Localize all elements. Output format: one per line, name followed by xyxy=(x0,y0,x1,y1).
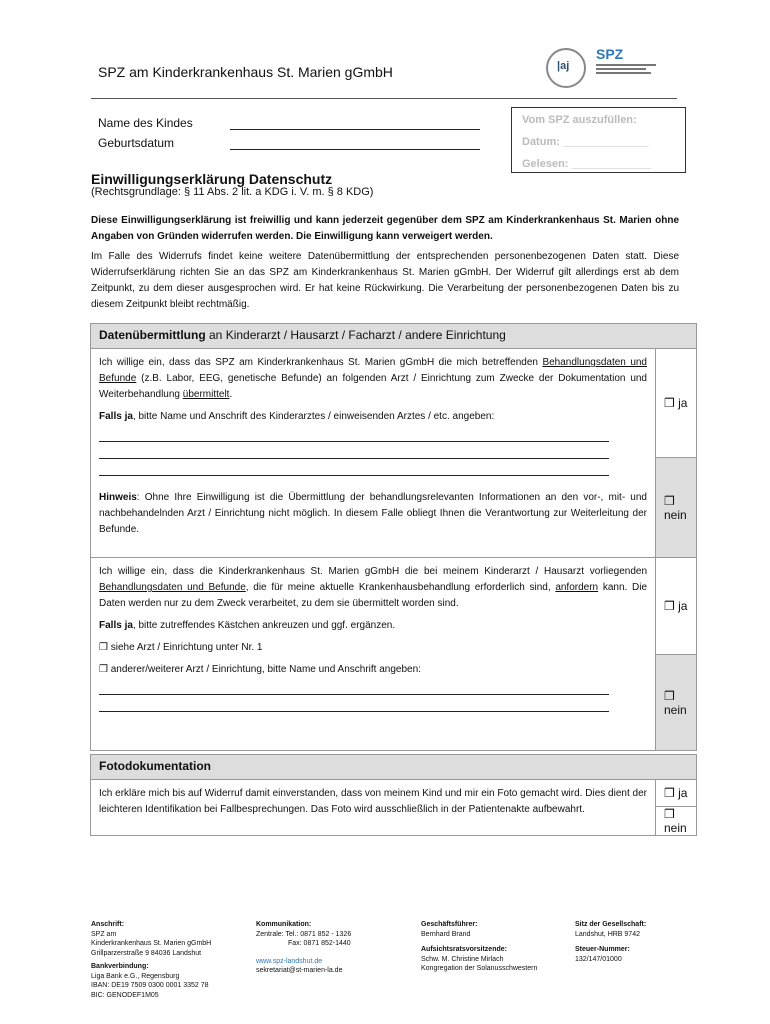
request-consent-text: Ich willige ein, dass die Kinderkrankenhaus St. Marien gGmbH die bei meinem Kinderarzt / Hausarzt vorliegenden Behandlungsdaten und Befunde, die für meine aktuelle Krankenhausbehandlung erforderlich sind, anfordern kann. Die Daten werden nur zu dem Zweck verarbeitet, zu dem sie übermittelt worden sind. Falls ja, bitte zutreffendes Kästchen ankreuzen und ggf. ergänzen. ❒ siehe Arzt / Einrichtung unter Nr. 1 ❒ anderer/weiterer Arzt / Einrichtung, bitte Name und Anschrift angeben: xyxy=(91,558,656,751)
spz-box-heading: Vom SPZ auszufüllen: xyxy=(522,114,637,126)
transfer-yes-checkbox[interactable]: ❒ ja xyxy=(656,349,697,458)
request-no-checkbox[interactable]: ❒ nein xyxy=(656,655,697,751)
photo-no-checkbox[interactable]: ❒ nein xyxy=(656,807,697,836)
spz-office-box xyxy=(511,107,686,173)
spz-logo xyxy=(596,46,672,90)
address-line-3[interactable] xyxy=(99,475,609,476)
other-address-line-1[interactable] xyxy=(99,694,609,695)
option-other-doctor[interactable]: ❒ anderer/weiterer Arzt / Einrichtung, bitte Name und Anschrift angeben: xyxy=(99,664,421,675)
intro-text: Im Falle des Widerrufs findet keine weitere Datenübermittlung der entsprechenden personenbezogenen Daten statt. Diese Widerrufserklärung richten Sie an das SPZ am Kinderkrankenhaus St. Marien gGmbH. Der Widerruf gilt allerdings erst ab dem Zeitpunkt, zu dem dieser ausgesprochen wird. Er hat keine Rückwirkung. Die Verarbeitung der personenbezogenen Daten bis zu diesem Zeitpunkt bleibt rechtmäßig. xyxy=(91,251,679,310)
birthdate-label: Geburtsdatum xyxy=(98,136,175,150)
email-link[interactable]: sekretariat@st-marien-la.de xyxy=(256,967,343,974)
photo-section xyxy=(90,754,697,836)
transfer-no-checkbox[interactable]: ❒ nein xyxy=(656,458,697,558)
photo-consent-text: Ich erkläre mich bis auf Widerruf damit einverstanden, dass von meinem Kind und mir ein Foto gemacht wird. Dies dient der leichteren Identifikation bei Fallbesprechungen. Das Foto wird ausschließlich in der Patientenakte aufbewahrt. xyxy=(91,780,656,836)
intro-bold: Diese Einwilligungserklärung ist freiwillig und kann jederzeit gegenüber dem SPZ am Kinderkrankenhaus St. Marien ohne Angaben von Gründen widerrufen werden. Die Einwilligung kann verweigert werden. xyxy=(91,215,679,242)
transfer-section-header: Datenübermittlung an Kinderarzt / Hausarzt / Facharzt / andere Einrichtung xyxy=(91,324,697,349)
organization-name: SPZ am Kinderkrankenhaus St. Marien gGmbH xyxy=(98,64,393,80)
birthdate-line[interactable] xyxy=(230,149,480,150)
transfer-section xyxy=(90,323,697,751)
request-yes-checkbox[interactable]: ❒ ja xyxy=(656,558,697,655)
footer-management: Geschäftsführer: Bernhard Brand Aufsichtsratsvorsitzende: Schw. M. Christine Mirlach Kongregation der Solanusschwestern xyxy=(421,921,538,972)
other-address-line-2[interactable] xyxy=(99,711,609,712)
footer-address: Anschrift: SPZ am Kinderkrankenhaus St. Marien gGmbH Grillparzerstraße 9 84036 Landshut Bankverbindung: Liga Bank e.G., Regensburg IBAN: DE19 7509 0300 0001 3352 78 BIC: GENODEF1M05 xyxy=(91,921,212,999)
option-see-above[interactable]: ❒ siehe Arzt / Einrichtung unter Nr. 1 xyxy=(99,642,263,653)
spz-box-read: Gelesen: _____________ xyxy=(522,158,652,170)
spz-logo-text: SPZ xyxy=(596,46,624,62)
document-title: Einwilligungserklärung Datenschutz xyxy=(91,171,333,187)
transfer-consent-text: Ich willige ein, dass das SPZ am Kinderkrankenhaus St. Marien gGmbH die mich betreffenden Behandlungsdaten und Befunde (z.B. Labor, EEG, genetische Befunde) an folgenden Arzt / Einrichtung zum Zwecke der Dokumentation und Weiterbehandlung übermittelt. Falls ja, bitte Name und Anschrift des Kinderarztes / einweisenden Arztes / etc. angeben: Hinweis: Ohne Ihre Einwilligung ist die Übermittlung der behandlungsrelevanten Informationen an den vor-, mit- und nachbehandelnden Arzt / Einrichtung nicht möglich. In diesem Falle obliegt Ihnen die Verantwortung zur Weiterleitung der Befunde. xyxy=(91,349,656,558)
spz-box-date: Datum: ______________ xyxy=(522,136,649,148)
legal-basis: (Rechtsgrundlage: § 11 Abs. 2 lit. a KDG i. V. m. § 8 KDG) xyxy=(91,186,374,198)
footer-communication: Kommunikation: Zentrale: Tel.: 0871 852 - 1326 Fax: 0871 852-1440 www.spz-landshut.de sekretariat@st-marien-la.de xyxy=(256,921,352,974)
photo-section-header: Fotodokumentation xyxy=(91,755,697,780)
website-link[interactable]: www.spz-landshut.de xyxy=(256,957,323,965)
child-name-label: Name des Kindes xyxy=(98,116,193,130)
address-line-2[interactable] xyxy=(99,458,609,459)
photo-yes-checkbox[interactable]: ❒ ja xyxy=(656,780,697,807)
hospital-logo: |aj xyxy=(546,48,586,88)
address-line-1[interactable] xyxy=(99,441,609,442)
header-divider xyxy=(91,98,677,99)
child-name-line[interactable] xyxy=(230,129,480,130)
footer-registration: Sitz der Gesellschaft: Landshut, HRB 9742 Steuer-Nummer: 132/147/01000 xyxy=(575,921,647,963)
